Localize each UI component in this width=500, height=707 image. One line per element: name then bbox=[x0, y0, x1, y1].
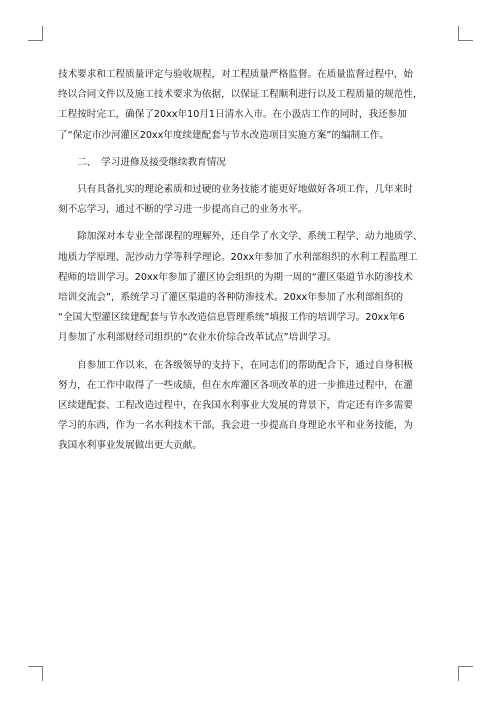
text-line: 了“保定市沙河灌区20xx年度续建配套与节水改造项目实施方案”的编制工作。 bbox=[58, 129, 389, 141]
paragraph bbox=[58, 65, 444, 146]
text-line: 培训交流会”，系统学习了灌区渠道的各种防渗技术。20xx年参加了水利部组织的 bbox=[58, 292, 404, 304]
text-line: 学习的东西，作为一名水利技术干部，我会进一步提高自身理论水平和业务技能，为 bbox=[58, 420, 413, 432]
text-line: 终以合同文件以及施工技术要求为依据，以保证工程顺利进行以及工程质量的规范性， bbox=[58, 89, 423, 101]
text-line: 刻不忘学习，通过不断的学习进一步提高自己的业务水平。 bbox=[58, 204, 308, 216]
text-line: 程师的培训学习。20xx年参加了灌区协会组织的为期一周的“灌区渠道节水防渗技术 bbox=[58, 271, 413, 283]
text-line: 区续建配套、工程改造过程中，在我国水利事业大发展的背景下，肯定还有许多需要 bbox=[58, 400, 413, 412]
paragraph-gap bbox=[58, 220, 444, 227]
crop-mark-bottom-right bbox=[458, 666, 473, 681]
text-line: 只有具备扎实的理论素质和过硬的业务技能才能更好地做好各项工作，几年来时 bbox=[58, 184, 413, 196]
paragraph bbox=[58, 180, 444, 220]
section-heading bbox=[58, 153, 444, 173]
paragraph-gap bbox=[58, 349, 444, 356]
crop-mark-top-right bbox=[458, 26, 473, 41]
paragraph bbox=[58, 356, 444, 457]
text-line: 自参加工作以来，在各级领导的支持下，在同志们的帮助配合下，通过自身积极 bbox=[58, 359, 413, 371]
paragraph-gap bbox=[58, 173, 444, 180]
crop-mark-bottom-left bbox=[28, 666, 43, 681]
text-line: 努力，在工作中取得了一些成绩，但在水库灌区各项改革的进一步推进过程中，在灌 bbox=[58, 379, 413, 391]
text-line: 我国水利事业发展做出更大贡献。 bbox=[58, 440, 202, 452]
crop-mark-top-left bbox=[28, 26, 43, 41]
document-body bbox=[58, 65, 444, 457]
text-line: “全国大型灌区续建配套与节水改造信息管理系统”填报工作的培训学习。20xx年6 bbox=[58, 312, 405, 324]
paragraph bbox=[58, 227, 444, 348]
paragraph-gap bbox=[58, 146, 444, 153]
text-line: 技术要求和工程质量评定与验收规程，对工程质量严格监督。在质量监督过程中，始 bbox=[58, 69, 413, 80]
text-line: 地质力学原理、泥沙动力学等科学理论。20xx年参加了水利部组织的水利工程监理工 bbox=[58, 251, 418, 263]
text-line: 工程按时完工，确保了20xx年10月1日清水入市。在小汲店工作的同时，我还参加 bbox=[58, 109, 407, 121]
text-line: 月参加了水利部财经司组织的“农业水价综合改革试点”培训学习。 bbox=[58, 332, 337, 344]
text-line: 二、 学习进修及接受继续教育情况 bbox=[58, 156, 226, 168]
text-line: 除加深对本专业全部课程的理解外，还自学了水文学、系统工程学、动力地质学、 bbox=[58, 231, 423, 243]
